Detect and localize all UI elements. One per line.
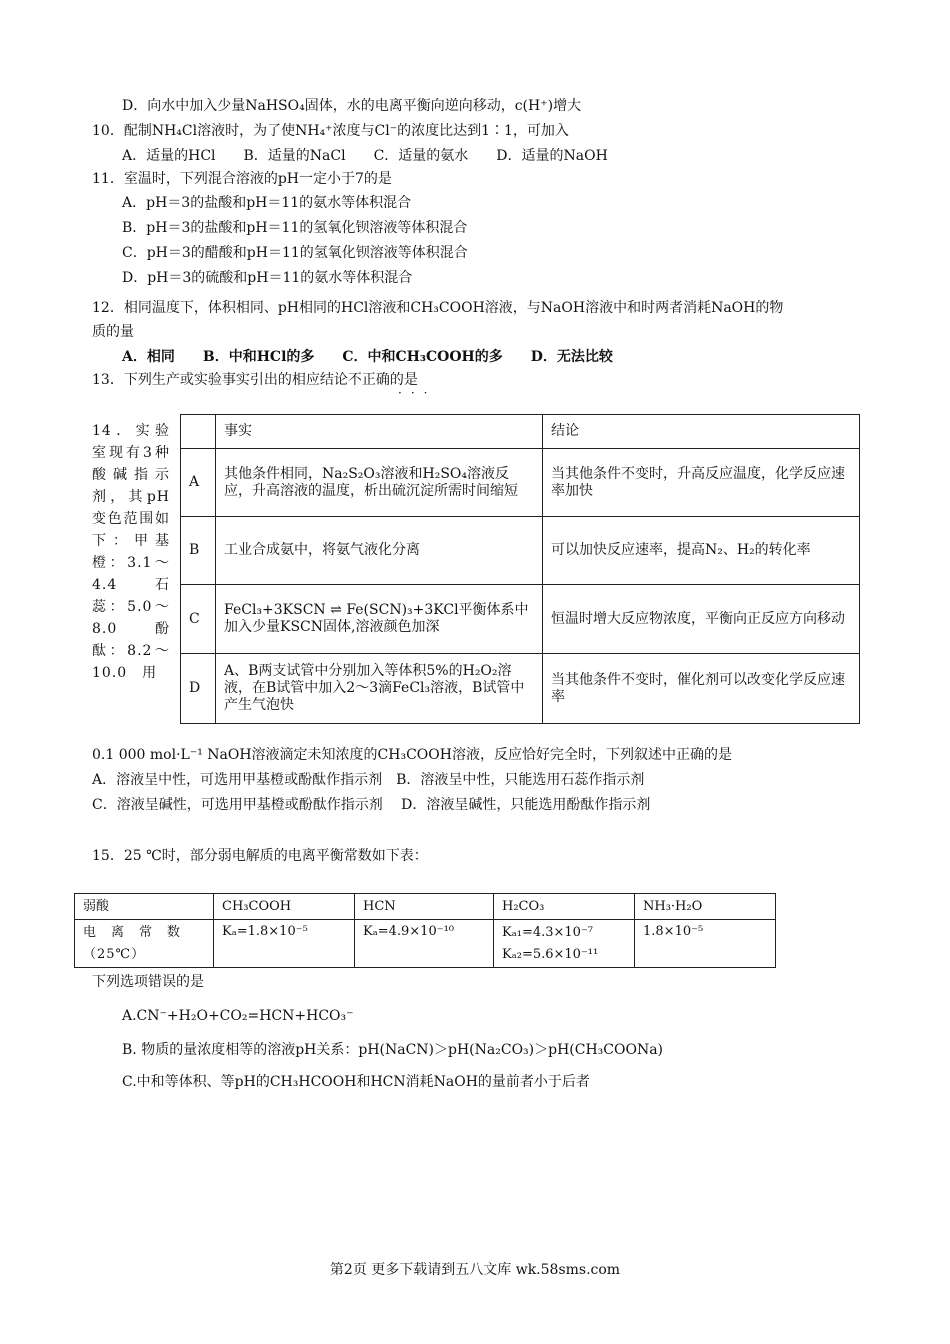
- table-row: [181, 517, 860, 585]
- row-conclusion: 当其他条件不变时，催化剂可以改变化学反应速率: [543, 654, 860, 724]
- row-label: C: [181, 585, 216, 654]
- q13-table: [180, 414, 860, 724]
- q11-option-d: D．pH＝3的硫酸和pH＝11的氨水等体积混合: [122, 270, 413, 286]
- row-conclusion: 当其他条件不变时，升高反应温度，化学反应速率加快: [543, 449, 860, 517]
- row-label-line2: （25℃）: [83, 946, 146, 962]
- q11-option-c: C．pH＝3的醋酸和pH＝11的氢氧化钡溶液等体积混合: [122, 245, 468, 261]
- row-conclusion: 可以加快反应速率，提高N₂、H₂的转化率: [543, 517, 860, 585]
- q11-option-b: B．pH＝3的盐酸和pH＝11的氢氧化钡溶液等体积混合: [122, 220, 468, 236]
- q9-option-d: D．向水中加入少量NaHSO₄固体，水的电离平衡向逆向移动，c(H⁺)增大: [122, 98, 582, 114]
- q14-options-cd: C．溶液呈碱性，可选用甲基橙或酚酞作指示剂 D．溶液呈碱性，只能选用酚酞作指示剂: [92, 797, 651, 813]
- q12-options: A．相同 B．中和HCl的多 C．中和CH₃COOH的多 D．无法比较: [122, 349, 613, 365]
- table-header-fact: 事实: [216, 415, 543, 449]
- table-row: [75, 920, 776, 968]
- q13-stem: 13．下列生产或实验事实引出的相应结论不正确的是: [92, 372, 418, 388]
- table-header-row: [75, 894, 776, 920]
- q15-follow: 下列选项错误的是: [92, 974, 204, 990]
- table-row: [181, 654, 860, 724]
- q15-option-a: A.CN⁻+H₂O+CO₂=HCN+HCO₃⁻: [122, 1008, 354, 1024]
- header-cell: NH₃·H₂O: [635, 894, 776, 920]
- table-header-row: [181, 415, 860, 449]
- q14-options-ab: A．溶液呈中性，可选用甲基橙或酚酞作指示剂 B．溶液呈中性，只能选用石蕊作指示剂: [92, 772, 645, 788]
- emphasis-dots: ···: [398, 386, 437, 400]
- row-label-line1: 电 离 常 数: [83, 924, 182, 940]
- table-row: [181, 585, 860, 654]
- header-cell: 弱酸: [75, 894, 214, 920]
- q10-options: A．适量的HCl B．适量的NaCl C．适量的氨水 D．适量的NaOH: [122, 148, 608, 164]
- row-fact: 工业合成氨中，将氨气液化分离: [216, 517, 543, 585]
- value-cell: Kₐ=1.8×10⁻⁵: [214, 920, 355, 968]
- row-fact: A、B两支试管中分别加入等体积5%的H₂O₂溶液，在B试管中加入2～3滴FeCl₃溶液，B试管中产生气泡快: [216, 654, 543, 724]
- q10-stem: 10．配制NH₄Cl溶液时，为了使NH₄⁺浓度与Cl⁻的浓度比达到1∶1，可加入: [92, 123, 569, 139]
- table-header-empty: [181, 415, 216, 449]
- ka1-value: Kₐ₁=4.3×10⁻⁷: [502, 924, 594, 940]
- table-header-conclusion: 结论: [543, 415, 860, 449]
- value-cell: 1.8×10⁻⁵: [635, 920, 776, 968]
- q11-stem: 11．室温时，下列混合溶液的pH一定小于7的是: [92, 171, 392, 187]
- q11-option-a: A．pH＝3的盐酸和pH＝11的氨水等体积混合: [122, 195, 412, 211]
- page-footer: 第2页 更多下载请到五八文库 wk.58sms.com: [329, 1262, 621, 1278]
- header-cell: HCN: [355, 894, 494, 920]
- q15-option-b: B. 物质的量浓度相等的溶液pH关系：pH(NaCN)＞pH(Na₂CO₃)＞pH(CH₃COONa): [122, 1042, 664, 1058]
- ka2-value: Kₐ₂=5.6×10⁻¹¹: [502, 946, 599, 962]
- q15-stem: 15．25 ℃时，部分弱电解质的电离平衡常数如下表：: [92, 848, 428, 864]
- q15-option-c: C.中和等体积、等pH的CH₃HCOOH和HCN消耗NaOH的量前者小于后者: [122, 1074, 590, 1090]
- table-row: [181, 449, 860, 517]
- row-label: [75, 920, 214, 968]
- q15-table: [74, 893, 776, 968]
- header-cell: CH₃COOH: [214, 894, 355, 920]
- value-cell: [494, 920, 635, 968]
- q12-stem-line1: 12．相同温度下，体积相同、pH相同的HCl溶液和CH₃COOH溶液，与NaOH溶液中和时两者消耗NaOH的物: [92, 300, 784, 316]
- row-fact: 其他条件相同，Na₂S₂O₃溶液和H₂SO₄溶液反应，升高溶液的温度，析出硫沉淀所需时间缩短: [216, 449, 543, 517]
- row-label: A: [181, 449, 216, 517]
- row-label: B: [181, 517, 216, 585]
- q14-side-text: 14．实验室现有3种酸碱指示剂，其pH变色范围如下：甲基橙：3.1～4.4 石蕊：5.0～8.0 酚酞：8.2～10.0 用: [92, 423, 170, 681]
- row-conclusion: 恒温时增大反应物浓度，平衡向正反应方向移动: [543, 585, 860, 654]
- header-cell: H₂CO₃: [494, 894, 635, 920]
- q14-line: 0.1 000 mol·L⁻¹ NaOH溶液滴定未知浓度的CH₃COOH溶液，反应恰好完全时，下列叙述中正确的是: [92, 747, 732, 763]
- q12-stem-line2: 质的量: [92, 324, 134, 340]
- row-label: D: [181, 654, 216, 724]
- value-cell: Kₐ=4.9×10⁻¹⁰: [355, 920, 494, 968]
- row-fact: FeCl₃+3KSCN ⇌ Fe(SCN)₃+3KCl平衡体系中加入少量KSCN固体,溶液颜色加深: [216, 585, 543, 654]
